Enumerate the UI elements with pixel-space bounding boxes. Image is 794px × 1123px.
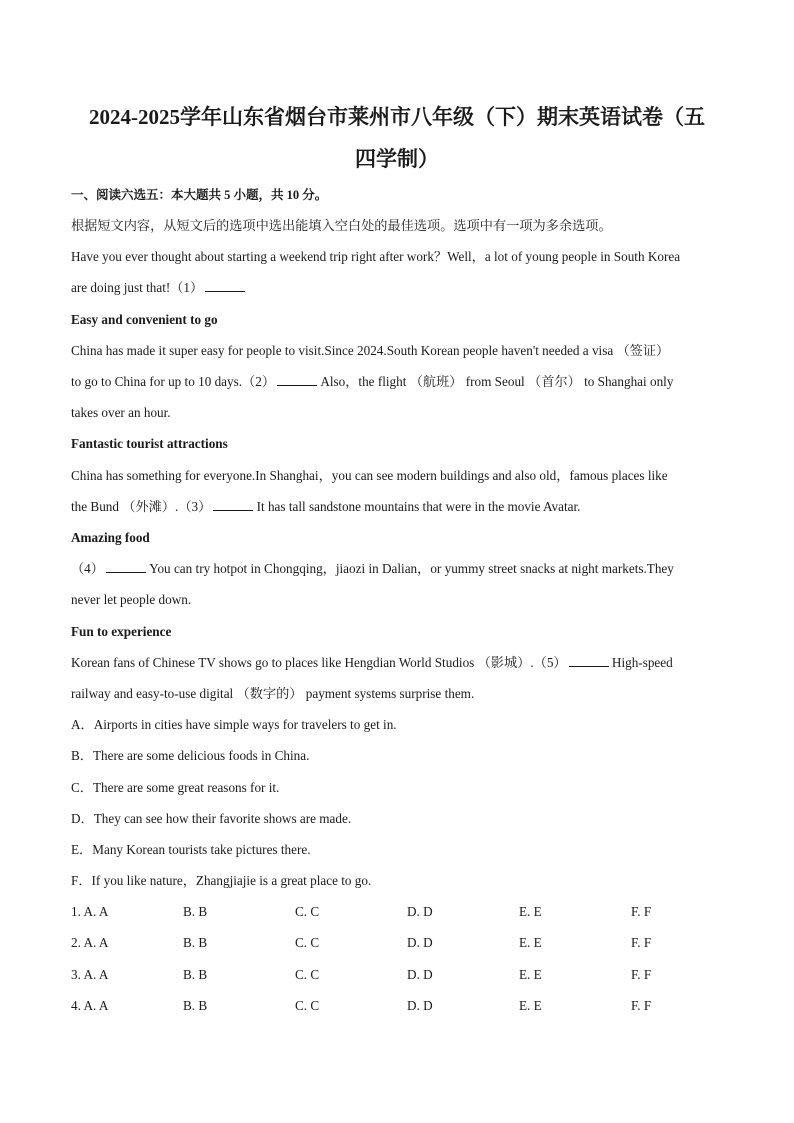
- paragraph-1-line-3: takes over an hour.: [71, 405, 171, 420]
- paragraph-3-line-2: never let people down.: [71, 592, 192, 607]
- choice-a[interactable]: 4. A. A: [71, 998, 109, 1013]
- blank-1: [205, 279, 245, 292]
- choice-a[interactable]: 3. A. A: [71, 967, 109, 982]
- p4-text-b: High-speed: [608, 655, 673, 670]
- p4-text-a: Korean fans of Chinese TV shows go to places like Hengdian World Studios （影城）.（5）: [71, 655, 567, 670]
- option-e: E．Many Korean tourists take pictures there.: [71, 842, 311, 857]
- paragraph-1-line-1: China has made it super easy for people to visit.Since 2024.South Korean people haven't needed a visa （签证）: [71, 343, 670, 358]
- choice-a[interactable]: 2. A. A: [71, 935, 109, 950]
- subheading-food: Amazing food: [71, 530, 150, 545]
- option-d: D．They can see how their favorite shows are made.: [71, 811, 352, 826]
- passage-intro-line-1: Have you ever thought about starting a weekend trip right after work？Well，a lot of young people in South Korea: [71, 249, 681, 264]
- paragraph-2-line-1: China has something for everyone.In Shanghai，you can see modern buildings and also old，famous places like: [71, 468, 668, 483]
- p3-text-b: You can try hotpot in Chongqing，jiaozi in Dalian，or yummy street snacks at night markets.They: [145, 561, 674, 576]
- choice-e[interactable]: E. E: [519, 998, 542, 1013]
- subheading-easy: Easy and convenient to go: [71, 312, 218, 327]
- p2-text-b: It has tall sandstone mountains that were in the movie Avatar.: [253, 499, 581, 514]
- intro-text: are doing just that!（1）: [71, 280, 204, 295]
- section-heading: 一、阅读六选五：本大题共 5 小题，共 10 分。: [71, 188, 328, 202]
- paragraph-2-line-2: [71, 498, 731, 516]
- choice-b[interactable]: B. B: [183, 904, 208, 919]
- p3-text-a: （4）: [71, 561, 104, 576]
- choice-c[interactable]: C. C: [295, 967, 320, 982]
- choice-d[interactable]: D. D: [407, 904, 433, 919]
- p2-text-a: the Bund （外滩）.（3）: [71, 499, 212, 514]
- choice-e[interactable]: E. E: [519, 967, 542, 982]
- choice-c[interactable]: C. C: [295, 904, 320, 919]
- blank-4: [106, 560, 146, 573]
- option-f: F．If you like nature，Zhangjiajie is a great place to go.: [71, 873, 372, 888]
- option-c: C．There are some great reasons for it.: [71, 780, 280, 795]
- choice-e[interactable]: E. E: [519, 904, 542, 919]
- p1-text-b: Also，the flight （航班） from Seoul （首尔） to Shanghai only: [317, 374, 674, 389]
- choice-c[interactable]: C. C: [295, 935, 320, 950]
- option-a: A．Airports in cities have simple ways for travelers to get in.: [71, 717, 397, 732]
- choice-f[interactable]: F. F: [631, 904, 652, 919]
- choice-d[interactable]: D. D: [407, 998, 433, 1013]
- option-b: B．There are some delicious foods in China.: [71, 748, 310, 763]
- subheading-attractions: Fantastic tourist attractions: [71, 436, 228, 451]
- p1-text-a: to go to China for up to 10 days.（2）: [71, 374, 276, 389]
- blank-5: [569, 654, 609, 667]
- blank-2: [277, 373, 317, 386]
- paragraph-4-line-2: railway and easy-to-use digital （数字的） payment systems surprise them.: [71, 686, 475, 701]
- passage-intro-line-2: [71, 279, 731, 297]
- choice-a[interactable]: 1. A. A: [71, 904, 109, 919]
- choice-e[interactable]: E. E: [519, 935, 542, 950]
- choice-b[interactable]: B. B: [183, 935, 208, 950]
- choice-f[interactable]: F. F: [631, 935, 652, 950]
- choice-d[interactable]: D. D: [407, 935, 433, 950]
- choice-f[interactable]: F. F: [631, 967, 652, 982]
- section-instruction: 根据短文内容，从短文后的选项中选出能填入空白处的最佳选项。选项中有一项为多余选项。: [71, 218, 612, 233]
- choice-f[interactable]: F. F: [631, 998, 652, 1013]
- page-title: 2024-2025学年山东省烟台市莱州市八年级（下）期末英语试卷（五: [89, 105, 705, 129]
- page-title-continued: 四学制）: [355, 147, 439, 171]
- paragraph-3-line-1: [71, 560, 731, 578]
- choice-c[interactable]: C. C: [295, 998, 320, 1013]
- paragraph-4-line-1: [71, 654, 731, 672]
- choice-b[interactable]: B. B: [183, 967, 208, 982]
- paragraph-1-line-2: [71, 373, 731, 391]
- subheading-fun: Fun to experience: [71, 624, 172, 639]
- blank-3: [213, 498, 253, 511]
- choice-d[interactable]: D. D: [407, 967, 433, 982]
- choice-b[interactable]: B. B: [183, 998, 208, 1013]
